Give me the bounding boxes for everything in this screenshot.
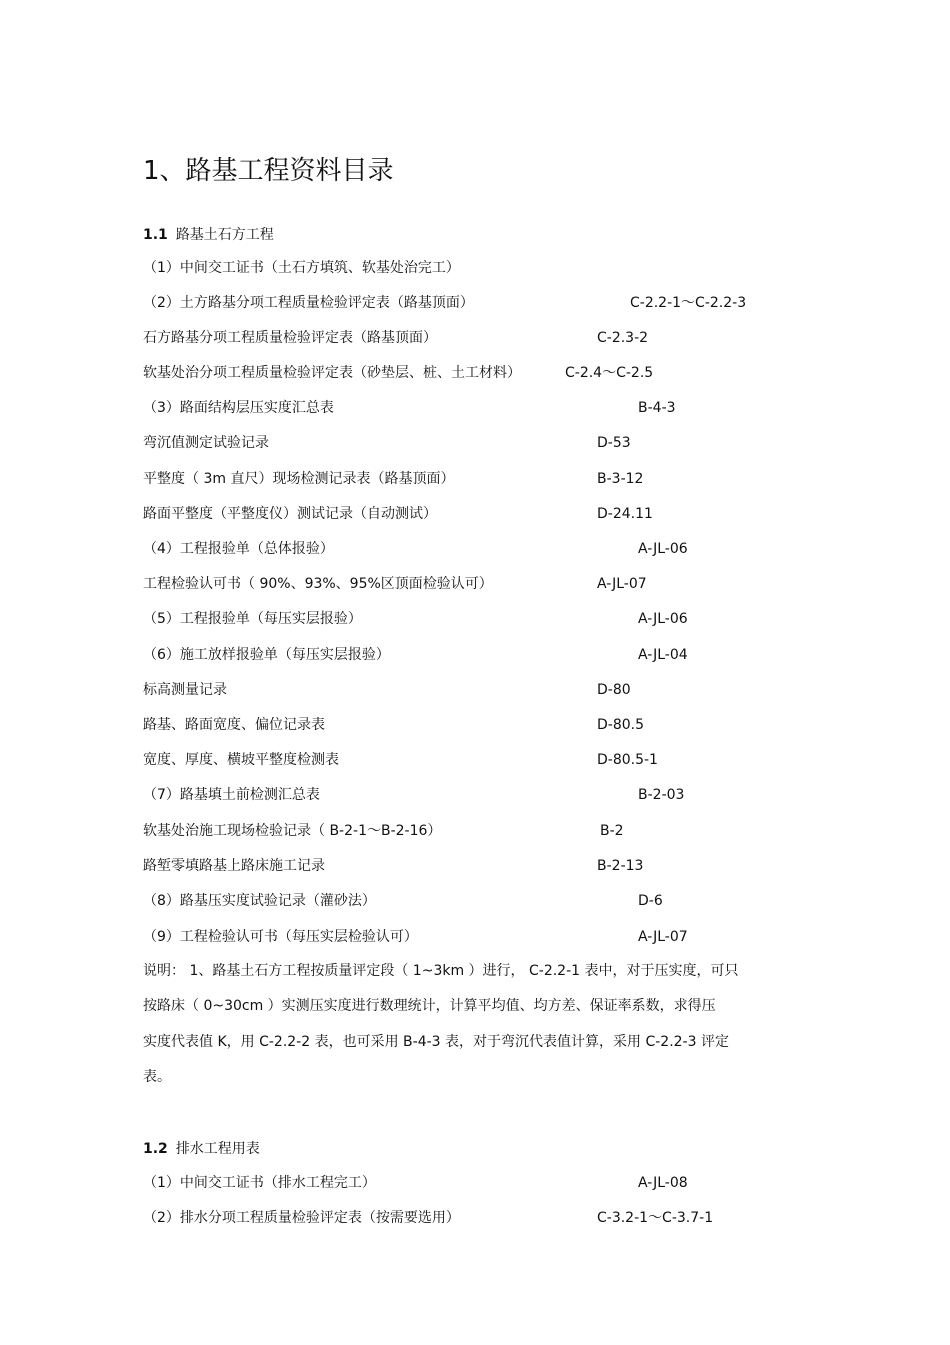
item-text: 石方路基分项工程质量检验评定表（路基顶面） [143,330,437,346]
item-code: B-4-3 [638,400,676,416]
item-text: 工程检验认可书（ 90%、93%、95%区顶面检验认可） [143,576,493,592]
item-code: A-JL-07 [638,929,688,945]
item-code: A-JL-07 [597,576,647,592]
item-code: A-JL-06 [638,611,688,627]
item-code: D-53 [597,435,631,451]
item-code: D-6 [638,893,663,909]
item-code: C-3.2-1～C-3.7-1 [597,1210,714,1226]
item-code: C-2.2-1～C-2.2-3 [630,295,747,311]
item-code: D-80.5-1 [597,752,658,768]
page-title: 1、路基工程资料目录 [143,156,394,187]
item-text: （7）路基填土前检测汇总表 [143,787,320,803]
item-code: D-80 [597,682,631,698]
item-code: B-2 [600,823,624,839]
item-text: （1）中间交工证书（土石方填筑、软基处治完工） [143,260,460,276]
item-text: （1）中间交工证书（排水工程完工） [143,1175,376,1191]
item-text: 软基处治施工现场检验记录（ B-2-1～B-2-16） [143,823,442,839]
section-heading-1-2 [143,1139,260,1159]
item-text: （4）工程报验单（总体报验） [143,541,334,557]
item-code: A-JL-06 [638,541,688,557]
item-text: （5）工程报验单（每压实层报验） [143,611,362,627]
item-code: A-JL-04 [638,647,688,663]
item-text: （6）施工放样报验单（每压实层报验） [143,647,390,663]
section-number: 1.2 [143,1141,168,1157]
item-code: D-24.11 [597,506,653,522]
item-text: 平整度（ 3m 直尺）现场检测记录表（路基顶面） [143,471,455,487]
item-text: 弯沉值测定试验记录 [143,435,269,451]
item-text: 软基处治分项工程质量检验评定表（砂垫层、桩、土工材料） [143,365,521,381]
section-name: 排水工程用表 [175,1141,260,1157]
section-heading-1-1 [143,225,274,245]
section-number: 1.1 [143,227,168,243]
item-code: B-2-13 [597,858,644,874]
item-code: B-3-12 [597,471,644,487]
item-code: B-2-03 [638,787,685,803]
item-text: 标高测量记录 [143,682,227,698]
item-code: C-2.3-2 [597,330,649,346]
item-text: （2）土方路基分项工程质量检验评定表（路基顶面） [143,295,474,311]
item-text: （3）路面结构层压实度汇总表 [143,400,334,416]
section-name: 路基土石方工程 [175,227,274,243]
note-line: 实度代表值 K，用 C-2.2-2 表，也可采用 B-4-3 表，对于弯沉代表值计算，采用 C-2.2-3 评定 [143,1034,729,1050]
item-text: 路面平整度（平整度仪）测试记录（自动测试） [143,506,437,522]
item-text: （2）排水分项工程质量检验评定表（按需要选用） [143,1210,460,1226]
note-line: 表。 [143,1069,171,1085]
item-text: 路基、路面宽度、偏位记录表 [143,717,325,733]
item-code: A-JL-08 [638,1175,688,1191]
item-code: C-2.4～C-2.5 [565,365,654,381]
note-line: 按路床（ 0~30cm ）实测压实度进行数理统计，计算平均值、均方差、保证率系数，求得压 [143,998,716,1014]
note-line: 说明： 1、路基土石方工程按质量评定段（ 1~3km ）进行， C-2.2-1 表中，对于压实度，可只 [143,963,739,979]
item-code: D-80.5 [597,717,645,733]
item-text: （8）路基压实度试验记录（灌砂法） [143,893,376,909]
item-text: 路堑零填路基上路床施工记录 [143,858,325,874]
item-text: （9）工程检验认可书（每压实层检验认可） [143,929,418,945]
item-text: 宽度、厚度、横坡平整度检测表 [143,752,339,768]
